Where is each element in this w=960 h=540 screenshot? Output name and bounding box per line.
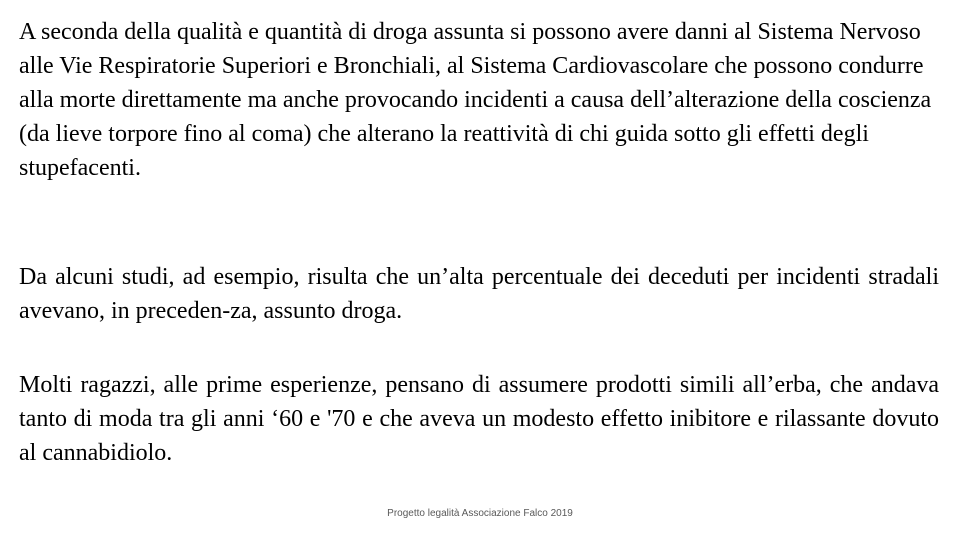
paragraph-road-accidents: Da alcuni studi, ad esempio, risulta che un’alta percentuale dei deceduti per incidenti stradali avevano, in preceden-za, assunto droga. <box>19 264 939 324</box>
slide-footer: Progetto legalità Associazione Falco 2019 <box>387 508 573 519</box>
paragraph-health-damage: A seconda della qualità e quantità di droga assunta si possono avere danni al Sistema Nervoso alle Vie Respiratorie Superiori e Bronchiali, al Sistema Cardiovascolare che possono condurre alla morte direttamente ma anche provocando incidenti a causa dell’alterazione della coscienza (da lieve torpore fino al coma) che alterano la reattività di chi guida sotto gli effetti degli stupefacenti. <box>19 19 932 181</box>
paragraph-cannabis: Molti ragazzi, alle prime esperienze, pensano di assumere prodotti simili all’erba, che andava tanto di moda tra gli anni ‘60 e '70 e che aveva un modesto effetto inibitore e rilassante dovuto al cannabidiolo. <box>19 372 939 466</box>
